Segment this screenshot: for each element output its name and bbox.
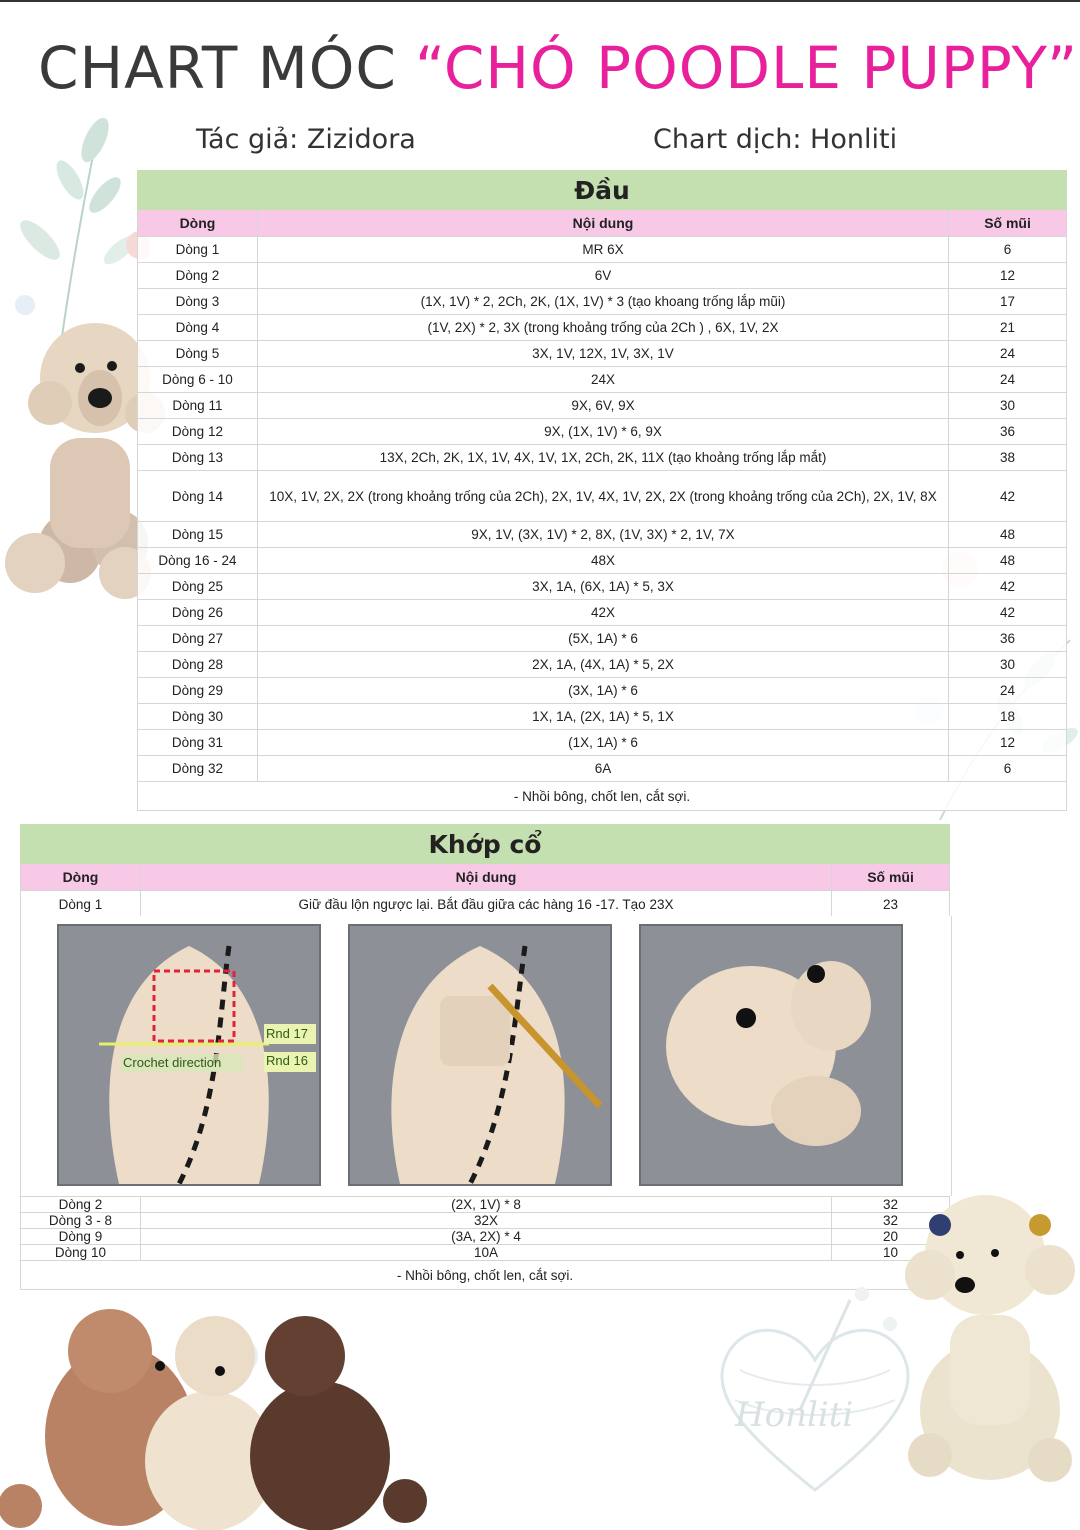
- row-content: 9X, 6V, 9X: [257, 393, 948, 419]
- row-content: (1X, 1A) * 6: [257, 730, 948, 756]
- head-footer-note: - Nhồi bông, chốt len, cắt sợi.: [138, 782, 1067, 811]
- table-row: [138, 419, 1067, 445]
- row-label: Dòng 13: [138, 445, 258, 471]
- row-stitch-count: 48: [949, 522, 1067, 548]
- row-label: Dòng 1: [21, 891, 141, 918]
- neck-instruction-photos: [20, 916, 952, 1196]
- row-label: Dòng 25: [138, 574, 258, 600]
- row-content: (3A, 2X) * 4: [140, 1229, 831, 1245]
- section-title-neck: Khớp cổ: [21, 825, 950, 864]
- row-content: (2X, 1V) * 8: [140, 1197, 831, 1213]
- table-row: [138, 289, 1067, 315]
- row-content: 3X, 1V, 12X, 1V, 3X, 1V: [257, 341, 948, 367]
- row-stitch-count: 18: [949, 704, 1067, 730]
- row-content: 6V: [257, 263, 948, 289]
- watermark-text: Honliti: [735, 1395, 854, 1435]
- row-label: Dòng 28: [138, 652, 258, 678]
- table-row: [138, 704, 1067, 730]
- row-stitch-count: 42: [949, 600, 1067, 626]
- neck-pattern-table-continued: [20, 1196, 950, 1290]
- row-stitch-count: 32: [832, 1213, 950, 1229]
- row-content: 2X, 1A, (4X, 1A) * 5, 2X: [257, 652, 948, 678]
- row-content: 42X: [257, 600, 948, 626]
- table-row: [138, 367, 1067, 393]
- table-row: [138, 548, 1067, 574]
- row-label: Dòng 29: [138, 678, 258, 704]
- column-header-stitches: Số mũi: [832, 864, 950, 891]
- row-label: Dòng 5: [138, 341, 258, 367]
- row-label: Dòng 16 - 24: [138, 548, 258, 574]
- row-content: 10X, 1V, 2X, 2X (trong khoảng trống của 2Ch), 2X, 1V, 4X, 1V, 2X, 2X (trong khoảng trống của 2Ch), 2X, 1V, 8X: [257, 471, 948, 522]
- row-stitch-count: 24: [949, 341, 1067, 367]
- row-label: Dòng 2: [21, 1197, 141, 1213]
- row-stitch-count: 48: [949, 548, 1067, 574]
- row-stitch-count: 36: [949, 626, 1067, 652]
- table-row: [138, 626, 1067, 652]
- top-border: [0, 0, 1080, 2]
- row-stitch-count: 24: [949, 367, 1067, 393]
- row-stitch-count: 17: [949, 289, 1067, 315]
- row-label: Dòng 27: [138, 626, 258, 652]
- translator-label: Chart dịch: Honliti: [653, 124, 898, 155]
- row-content: 9X, 1V, (3X, 1V) * 2, 8X, (1V, 3X) * 2, 1V, 7X: [257, 522, 948, 548]
- title-pattern-name: “CHÓ POODLE PUPPY”: [414, 34, 1079, 102]
- column-header-row: Dòng: [21, 864, 141, 891]
- row-label: Dòng 11: [138, 393, 258, 419]
- poodle-image-right: [900, 1185, 1080, 1490]
- row-stitch-count: 38: [949, 445, 1067, 471]
- photo-hook-insertion: [348, 924, 612, 1186]
- author-label: Tác giả: Zizidora: [196, 124, 416, 155]
- column-header-row: Dòng: [138, 210, 258, 237]
- neck-footer-note: - Nhồi bông, chốt len, cắt sợi.: [21, 1261, 950, 1290]
- row-stitch-count: 42: [949, 471, 1067, 522]
- row-label: Dòng 2: [138, 263, 258, 289]
- label-rnd16: Rnd 16: [266, 1053, 308, 1068]
- row-stitch-count: 30: [949, 652, 1067, 678]
- column-header-content: Nội dung: [140, 864, 831, 891]
- row-label: Dòng 12: [138, 419, 258, 445]
- row-content: (1V, 2X) * 2, 3X (trong khoảng trống của 2Ch ) , 6X, 1V, 2X: [257, 315, 948, 341]
- row-content: Giữ đầu lộn ngược lại. Bắt đầu giữa các hàng 16 -17. Tạo 23X: [140, 891, 831, 918]
- row-stitch-count: 21: [949, 315, 1067, 341]
- head-pattern-table: [137, 170, 1067, 811]
- row-label: Dòng 4: [138, 315, 258, 341]
- row-stitch-count: 42: [949, 574, 1067, 600]
- table-row: [21, 891, 950, 918]
- table-row: [138, 471, 1067, 522]
- row-stitch-count: 12: [949, 263, 1067, 289]
- row-stitch-count: 36: [949, 419, 1067, 445]
- label-rnd17: Rnd 17: [266, 1026, 308, 1041]
- row-label: Dòng 26: [138, 600, 258, 626]
- column-header-stitches: Số mũi: [949, 210, 1067, 237]
- table-row: [138, 652, 1067, 678]
- row-label: Dòng 3 - 8: [21, 1213, 141, 1229]
- table-row: [138, 756, 1067, 782]
- poodle-trio-image: [0, 1296, 430, 1530]
- table-row: [138, 393, 1067, 419]
- row-label: Dòng 30: [138, 704, 258, 730]
- section-title-head: Đầu: [138, 171, 1067, 210]
- table-row: [138, 445, 1067, 471]
- row-content: MR 6X: [257, 237, 948, 263]
- row-label: Dòng 32: [138, 756, 258, 782]
- row-content: 6A: [257, 756, 948, 782]
- table-row: [21, 1197, 950, 1213]
- row-label: Dòng 3: [138, 289, 258, 315]
- table-row: [21, 1245, 950, 1261]
- table-row: [21, 1229, 950, 1245]
- table-row: [21, 1213, 950, 1229]
- row-stitch-count: 10: [832, 1245, 950, 1261]
- row-content: 3X, 1A, (6X, 1A) * 5, 3X: [257, 574, 948, 600]
- page-title: [38, 34, 1079, 102]
- row-label: Dòng 31: [138, 730, 258, 756]
- row-label: Dòng 15: [138, 522, 258, 548]
- row-stitch-count: 20: [832, 1229, 950, 1245]
- row-stitch-count: 24: [949, 678, 1067, 704]
- row-stitch-count: 6: [949, 237, 1067, 263]
- row-content: (3X, 1A) * 6: [257, 678, 948, 704]
- table-row: [138, 678, 1067, 704]
- table-row: [138, 341, 1067, 367]
- row-content: (1X, 1V) * 2, 2Ch, 2K, (1X, 1V) * 3 (tạo khoang trống lắp mũi): [257, 289, 948, 315]
- table-row: [138, 600, 1067, 626]
- row-content: 13X, 2Ch, 2K, 1X, 1V, 4X, 1V, 1X, 2Ch, 2K, 11X (tạo khoảng trống lắp mắt): [257, 445, 948, 471]
- neck-pattern-table: [20, 824, 950, 918]
- row-content: 48X: [257, 548, 948, 574]
- table-row: [138, 574, 1067, 600]
- row-content: 24X: [257, 367, 948, 393]
- table-row: [138, 522, 1067, 548]
- row-stitch-count: 30: [949, 393, 1067, 419]
- row-label: Dòng 6 - 10: [138, 367, 258, 393]
- table-row: [138, 730, 1067, 756]
- row-label: Dòng 10: [21, 1245, 141, 1261]
- table-row: [138, 263, 1067, 289]
- row-stitch-count: 32: [832, 1197, 950, 1213]
- photo-finished-head: [639, 924, 903, 1186]
- row-content: 1X, 1A, (2X, 1A) * 5, 1X: [257, 704, 948, 730]
- row-content: (5X, 1A) * 6: [257, 626, 948, 652]
- row-stitch-count: 12: [949, 730, 1067, 756]
- row-label: Dòng 1: [138, 237, 258, 263]
- row-content: 10A: [140, 1245, 831, 1261]
- row-stitch-count: 23: [832, 891, 950, 918]
- label-crochet-direction: Crochet direction: [123, 1055, 222, 1070]
- column-header-content: Nội dung: [257, 210, 948, 237]
- table-row: [138, 315, 1067, 341]
- table-row: [138, 237, 1067, 263]
- row-content: 32X: [140, 1213, 831, 1229]
- row-label: Dòng 14: [138, 471, 258, 522]
- title-prefix: CHART MÓC: [38, 34, 397, 102]
- row-content: 9X, (1X, 1V) * 6, 9X: [257, 419, 948, 445]
- row-stitch-count: 6: [949, 756, 1067, 782]
- row-label: Dòng 9: [21, 1229, 141, 1245]
